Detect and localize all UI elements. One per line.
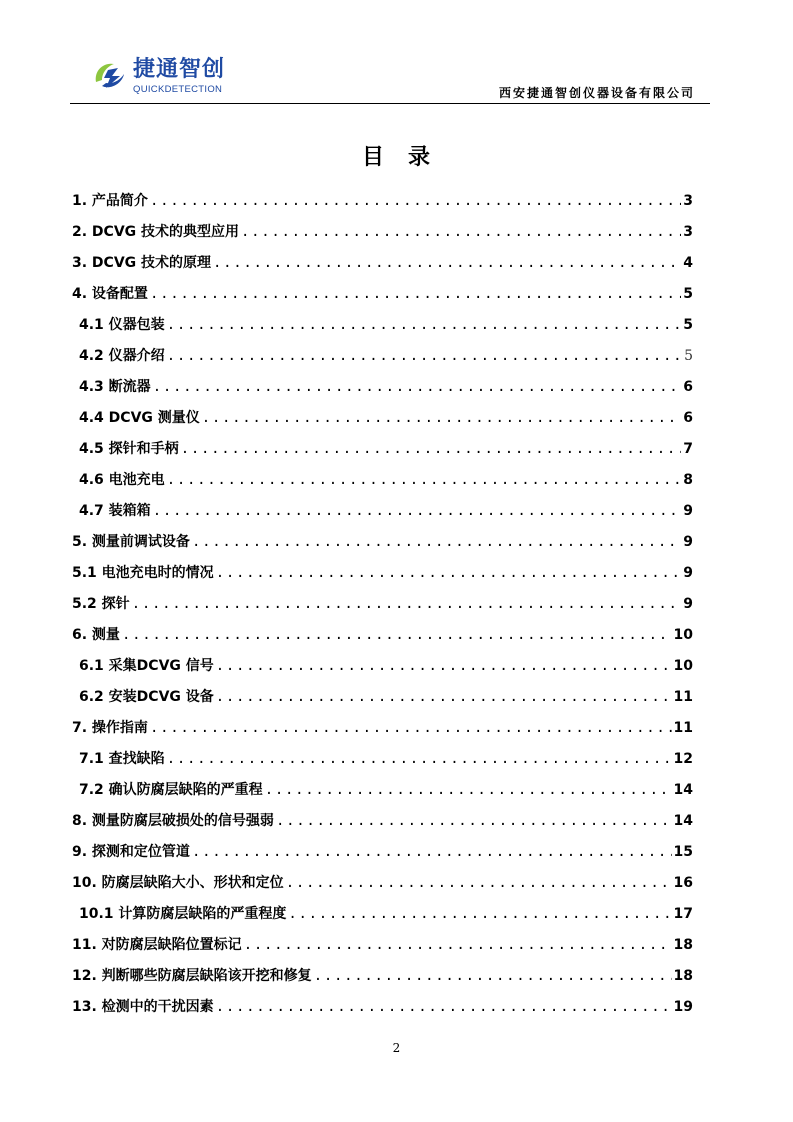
toc-entry-page: 9	[683, 565, 693, 581]
toc-entry-page: 5	[684, 348, 693, 364]
toc-leader-dots	[167, 749, 672, 769]
page-header	[0, 0, 793, 110]
toc-entry-page: 14	[673, 782, 693, 798]
toc-leader-dots	[150, 718, 672, 738]
toc-leader-dots	[276, 811, 672, 831]
toc-entry[interactable]	[79, 439, 693, 459]
toc-leader-dots	[122, 625, 672, 645]
toc-entry-page: 6	[683, 410, 693, 426]
toc-leader-dots	[167, 346, 682, 366]
toc-entry[interactable]	[79, 315, 693, 335]
toc-entry-label: 5.2 探针	[72, 596, 130, 612]
toc-entry[interactable]	[72, 253, 693, 273]
company-name: 西安捷通智创仪器设备有限公司	[498, 86, 695, 100]
company-logo-icon	[90, 56, 130, 96]
toc-entry[interactable]	[72, 935, 693, 955]
toc-leader-dots	[286, 873, 672, 893]
toc-entry-label: 2. DCVG 技术的典型应用	[72, 224, 240, 240]
toc-entry-page: 8	[683, 472, 693, 488]
toc-leader-dots	[265, 780, 672, 800]
toc-entry-label: 5.1 电池充电时的情况	[72, 565, 214, 581]
toc-entry[interactable]	[72, 532, 693, 552]
toc-entry[interactable]	[79, 408, 693, 428]
toc-entry[interactable]	[72, 625, 693, 645]
brand	[133, 58, 225, 95]
toc-leader-dots	[192, 842, 672, 862]
toc-entry[interactable]	[79, 749, 693, 769]
toc-leader-dots	[150, 284, 681, 304]
toc-entry[interactable]	[79, 687, 693, 707]
toc-entry-label: 13. 检测中的干扰因素	[72, 999, 214, 1015]
toc-entry-label: 8. 测量防腐层破损处的信号强弱	[72, 813, 274, 829]
toc-entry-label: 6. 测量	[72, 627, 120, 643]
toc-entry-page: 3	[683, 224, 693, 240]
brand-name-en: QUICKDETECTION	[133, 84, 223, 95]
toc-entry[interactable]	[72, 284, 693, 304]
toc-entry-label: 7.1 查找缺陷	[79, 751, 165, 767]
toc-entry-label: 4.3 断流器	[79, 379, 151, 395]
toc-leader-dots	[244, 935, 672, 955]
toc-entry[interactable]	[72, 811, 693, 831]
toc-leader-dots	[216, 687, 672, 707]
toc-title: 目 录	[361, 145, 431, 170]
toc-leader-dots	[216, 656, 672, 676]
toc-entry-page: 18	[673, 937, 693, 953]
toc-entry[interactable]	[79, 346, 693, 366]
toc-leader-dots	[216, 563, 682, 583]
toc-entry-page: 3	[683, 193, 693, 209]
toc-entry[interactable]	[72, 966, 693, 986]
toc-entry[interactable]	[79, 501, 693, 521]
brand-name-cn: 捷通智创	[133, 57, 226, 82]
toc-entry-page: 4	[683, 255, 693, 271]
toc-entry[interactable]	[79, 904, 693, 924]
toc-entry-label: 4.5 探针和手柄	[79, 441, 179, 457]
toc-leader-dots	[150, 191, 681, 211]
toc-entry[interactable]	[79, 470, 693, 490]
toc-entry[interactable]	[72, 594, 693, 614]
toc-leader-dots	[153, 377, 682, 397]
toc-entry-page: 9	[683, 534, 693, 550]
toc-leader-dots	[192, 532, 681, 552]
toc-leader-dots	[288, 904, 671, 924]
toc-leader-dots	[167, 315, 682, 335]
toc-leader-dots	[153, 501, 682, 521]
toc-entry-page: 10	[673, 658, 693, 674]
toc-entry-label: 10.1 计算防腐层缺陷的严重程度	[79, 906, 287, 922]
toc-entry-page: 11	[673, 720, 693, 736]
toc-entry-label: 10. 防腐层缺陷大小、形状和定位	[72, 875, 284, 891]
toc-entry[interactable]	[72, 222, 693, 242]
toc-entry-page: 12	[673, 751, 693, 767]
header-divider	[70, 103, 710, 104]
toc-entry-label: 4. 设备配置	[72, 286, 148, 302]
toc-entry-page: 9	[683, 503, 693, 519]
toc-entry-label: 4.2 仪器介绍	[79, 348, 165, 364]
toc-entry[interactable]	[72, 718, 693, 738]
toc-entry-label: 5. 测量前调试设备	[72, 534, 190, 550]
toc-entry-label: 6.2 安装DCVG 设备	[79, 689, 214, 705]
toc-entry-label: 11. 对防腐层缺陷位置标记	[72, 937, 242, 953]
toc-leader-dots	[167, 470, 682, 490]
toc-leader-dots	[314, 966, 672, 986]
toc-entry-page: 16	[673, 875, 693, 891]
toc-entry[interactable]	[72, 997, 693, 1017]
toc-entry[interactable]	[72, 873, 693, 893]
toc-entry[interactable]	[72, 842, 693, 862]
toc-entry-page: 18	[673, 968, 693, 984]
toc-leader-dots	[181, 439, 682, 459]
toc-entry-page: 15	[673, 844, 693, 860]
toc-entry-page: 5	[683, 286, 693, 302]
toc-entry-label: 4.1 仪器包装	[79, 317, 165, 333]
toc-entry-label: 7.2 确认防腐层缺陷的严重程	[79, 782, 263, 798]
page-number: 2	[392, 1041, 401, 1055]
toc-leader-dots	[202, 408, 681, 428]
toc-entry[interactable]	[72, 191, 693, 211]
toc-leader-dots	[213, 253, 681, 273]
toc-entry-label: 9. 探测和定位管道	[72, 844, 190, 860]
toc-entry-label: 4.4 DCVG 测量仪	[79, 410, 200, 426]
toc-entry-page: 19	[673, 999, 693, 1015]
toc-entry-label: 3. DCVG 技术的原理	[72, 255, 212, 271]
toc-entry-label: 1. 产品简介	[72, 193, 148, 209]
toc-entry-page: 10	[673, 627, 693, 643]
toc-entry-label: 4.6 电池充电	[79, 472, 165, 488]
toc-entry[interactable]	[79, 656, 693, 676]
toc-leader-dots	[216, 997, 672, 1017]
toc-entry-page: 14	[673, 813, 693, 829]
toc-entry[interactable]	[79, 377, 693, 397]
toc-entry[interactable]	[72, 563, 693, 583]
toc-entry-page: 11	[673, 689, 693, 705]
toc-entry-page: 17	[673, 906, 693, 922]
toc-entry-label: 7. 操作指南	[72, 720, 148, 736]
toc-entry-label: 4.7 装箱箱	[79, 503, 151, 519]
toc-entry-page: 6	[683, 379, 693, 395]
toc-entry-page: 5	[683, 317, 693, 333]
toc-leader-dots	[241, 222, 681, 242]
toc-leader-dots	[132, 594, 682, 614]
toc-entry-label: 6.1 采集DCVG 信号	[79, 658, 214, 674]
toc-entry-page: 7	[683, 441, 693, 457]
toc-entry[interactable]	[79, 780, 693, 800]
toc-entry-page: 9	[683, 596, 693, 612]
toc-entry-label: 12. 判断哪些防腐层缺陷该开挖和修复	[72, 968, 312, 984]
